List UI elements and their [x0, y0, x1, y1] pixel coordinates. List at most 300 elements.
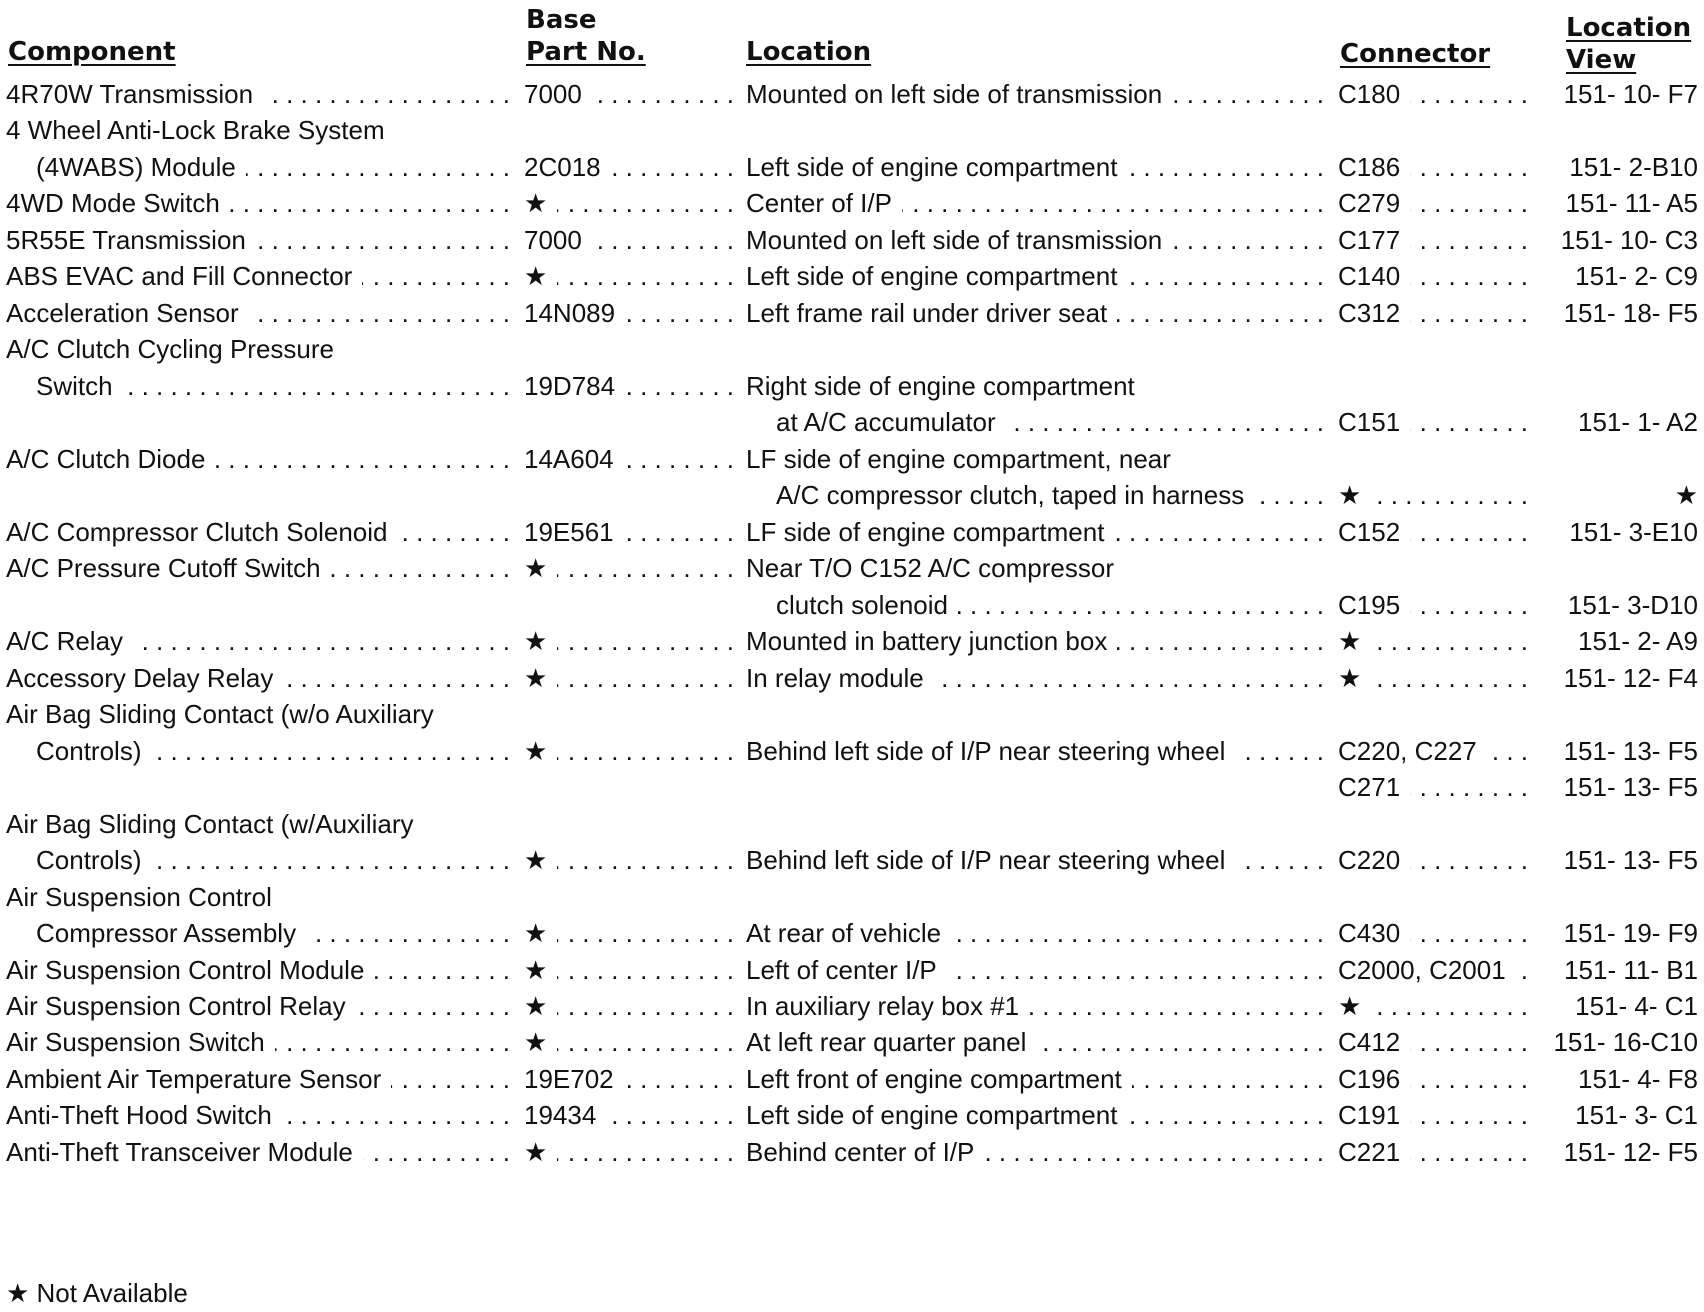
location-view-cell-text: 151- 13- F5	[1563, 772, 1698, 803]
component-cell-text: A/C Clutch Diode	[6, 443, 206, 474]
table-row	[0, 220, 1704, 260]
location-view-cell	[1548, 512, 1698, 552]
connector-cell-text: C220	[1338, 845, 1401, 876]
table-row	[0, 877, 1704, 917]
dot-leader	[1410, 402, 1528, 442]
location-view-cell	[1548, 950, 1698, 990]
location-cell	[746, 256, 1330, 296]
part-no-cell	[524, 658, 740, 698]
location-view-cell	[1548, 1095, 1698, 1135]
table-row	[0, 512, 1704, 552]
component-cell-text: 4 Wheel Anti-Lock Brake System	[6, 115, 385, 146]
location-cell-text: Mounted on left side of transmission	[746, 224, 1163, 255]
dot-leader	[557, 658, 734, 698]
part-no-cell	[524, 731, 740, 771]
part-no-cell-text: 7000	[524, 224, 582, 255]
dot-leader	[275, 1022, 510, 1062]
component-cell	[6, 329, 516, 369]
part-no-cell-text: 19E702	[524, 1063, 614, 1094]
dot-leader	[557, 1022, 734, 1062]
part-no-cell	[524, 256, 740, 296]
part-no-cell-text: ★	[524, 1136, 548, 1167]
location-cell-text: Behind left side of I/P near steering wheel	[746, 845, 1226, 876]
component-cell	[6, 658, 516, 698]
table-row	[0, 986, 1704, 1026]
header-location: Location	[746, 37, 872, 67]
component-cell	[6, 183, 516, 223]
location-cell-text: Left of center I/P	[746, 954, 937, 985]
part-no-cell-text: ★	[524, 261, 548, 292]
dot-leader	[624, 439, 734, 479]
table-row	[0, 585, 1704, 625]
connector-cell	[1338, 1022, 1534, 1062]
table-row	[0, 804, 1704, 844]
dot-leader	[356, 986, 510, 1026]
part-no-cell	[524, 548, 740, 588]
location-cell	[746, 74, 1330, 114]
location-view-cell	[1548, 1022, 1698, 1062]
location-view-cell-text: 151- 3-E10	[1569, 516, 1698, 547]
dot-leader	[1127, 256, 1324, 296]
connector-cell	[1338, 74, 1534, 114]
component-cell	[6, 1095, 516, 1135]
dot-leader	[1117, 293, 1324, 333]
location-view-cell	[1548, 767, 1698, 807]
connector-cell	[1338, 220, 1534, 260]
component-cell	[6, 548, 516, 588]
component-cell-text: A/C Relay	[6, 626, 124, 657]
part-no-cell-text: ★	[524, 845, 548, 876]
location-cell	[746, 913, 1330, 953]
dot-leader	[282, 1095, 510, 1135]
connector-cell	[1338, 840, 1534, 880]
dot-leader	[1117, 621, 1324, 661]
component-cell-text: 5R55E Transmission	[6, 224, 246, 255]
connector-cell-text: C180	[1338, 79, 1401, 109]
dot-leader	[606, 1095, 734, 1135]
location-view-cell	[1548, 147, 1698, 187]
table-row	[0, 256, 1704, 296]
table-row	[0, 621, 1704, 661]
connector-cell-text: C196	[1338, 1063, 1401, 1094]
dot-leader	[249, 293, 510, 333]
part-no-cell-text: ★	[524, 626, 548, 657]
connector-cell	[1338, 585, 1534, 625]
component-cell-text: 4WD Mode Switch	[6, 188, 220, 219]
location-view-cell-text: 151- 18- F5	[1563, 297, 1698, 328]
part-no-cell	[524, 147, 740, 187]
connector-cell	[1338, 621, 1534, 661]
location-view-cell-text: 151- 11- B1	[1564, 954, 1698, 985]
location-cell	[746, 220, 1330, 260]
location-cell-text: In relay module	[746, 662, 924, 693]
location-view-cell-text: 151- 11- A5	[1565, 188, 1698, 219]
dot-leader	[1235, 840, 1324, 880]
location-view-cell-text: 151- 4- F8	[1578, 1063, 1698, 1094]
location-cell	[746, 548, 1330, 588]
connector-cell-text: ★	[1338, 626, 1362, 657]
connector-cell-text: C191	[1338, 1100, 1401, 1131]
location-cell	[746, 1022, 1330, 1062]
dot-leader	[557, 256, 734, 296]
location-cell	[746, 293, 1330, 333]
dot-leader	[624, 512, 734, 552]
dot-leader	[1410, 1022, 1528, 1062]
location-cell-text: At left rear quarter panel	[746, 1027, 1027, 1058]
part-no-cell	[524, 986, 740, 1026]
component-cell	[6, 950, 516, 990]
connector-cell	[1338, 731, 1534, 771]
connector-cell	[1338, 475, 1534, 515]
table-row	[0, 183, 1704, 223]
location-cell-text: Mounted on left side of transmission	[746, 79, 1163, 109]
location-cell	[746, 183, 1330, 223]
table-row	[0, 694, 1704, 734]
location-view-cell-text: 151- 3- C1	[1575, 1100, 1698, 1131]
dot-leader	[391, 1059, 510, 1099]
location-view-cell-text: 151- 2- C9	[1575, 261, 1698, 292]
location-cell	[746, 1059, 1330, 1099]
table-row	[0, 1095, 1704, 1135]
connector-cell-text: C312	[1338, 297, 1401, 328]
component-cell-text: (4WABS) Module	[36, 151, 236, 182]
location-view-cell-text: 151- 10- C3	[1560, 224, 1698, 255]
dot-leader	[362, 256, 510, 296]
dot-leader	[151, 840, 510, 880]
location-view-cell-text: ★	[1674, 480, 1698, 511]
dot-leader	[1410, 840, 1528, 880]
dot-leader	[902, 183, 1324, 223]
part-no-cell-text: ★	[524, 1027, 548, 1058]
component-cell-text: A/C Pressure Cutoff Switch	[6, 553, 321, 584]
component-cell-text: ABS EVAC and Fill Connector	[6, 261, 353, 292]
table-row	[0, 767, 1704, 807]
location-cell	[746, 1095, 1330, 1135]
location-view-cell-text: 151- 2-B10	[1569, 151, 1698, 182]
location-view-cell	[1548, 220, 1698, 260]
part-no-cell-text: 19E561	[524, 516, 614, 547]
dot-leader	[557, 986, 734, 1026]
dot-leader	[557, 913, 734, 953]
location-view-cell	[1548, 731, 1698, 771]
connector-cell	[1338, 293, 1534, 333]
table-row	[0, 147, 1704, 187]
location-view-cell	[1548, 585, 1698, 625]
dot-leader	[230, 183, 510, 223]
table-row	[0, 329, 1704, 369]
part-no-cell-text: 19D784	[524, 370, 616, 401]
dot-leader	[611, 147, 734, 187]
dot-leader	[151, 731, 510, 771]
dot-leader	[263, 74, 510, 114]
location-cell-text: Right side of engine compartment	[746, 370, 1135, 401]
location-cell-text: Left frame rail under driver seat	[746, 297, 1108, 328]
dot-leader	[1410, 1059, 1528, 1099]
dot-leader	[1036, 1022, 1324, 1062]
part-no-cell-text: 7000	[524, 79, 582, 109]
dot-leader	[1235, 731, 1324, 771]
location-view-cell	[1548, 256, 1698, 296]
dot-leader	[1371, 986, 1528, 1026]
dot-leader	[256, 220, 510, 260]
component-cell-text: A/C Compressor Clutch Solenoid	[6, 516, 388, 547]
table-row	[0, 840, 1704, 880]
dot-leader	[1006, 402, 1324, 442]
connector-cell-text: C271	[1338, 772, 1401, 803]
dot-leader	[1410, 1132, 1528, 1172]
component-cell-text: Controls)	[36, 735, 142, 766]
component-cell	[6, 256, 516, 296]
connector-cell-text: C2000, C2001	[1338, 954, 1506, 985]
location-view-cell-text: 151- 1- A2	[1578, 407, 1698, 438]
component-cell-text: Accessory Delay Relay	[6, 662, 274, 693]
dot-leader	[947, 950, 1324, 990]
part-no-cell-text: ★	[524, 188, 548, 219]
connector-cell-text: C430	[1338, 918, 1401, 949]
part-no-cell-text: ★	[524, 954, 548, 985]
part-no-cell-text: 19434	[524, 1100, 597, 1131]
part-no-cell	[524, 913, 740, 953]
component-cell	[36, 147, 516, 187]
connector-cell	[1338, 402, 1534, 442]
table-row	[0, 658, 1704, 698]
component-cell-text: Switch	[36, 370, 113, 401]
location-view-cell	[1548, 74, 1698, 114]
dot-leader	[1410, 767, 1528, 807]
part-no-cell	[524, 1132, 740, 1172]
connector-cell	[1338, 183, 1534, 223]
dot-leader	[246, 147, 510, 187]
location-view-cell-text: 151- 4- C1	[1575, 991, 1698, 1021]
component-cell	[6, 1132, 516, 1172]
location-cell	[776, 402, 1330, 442]
table-row	[0, 1022, 1704, 1062]
part-no-cell-text: ★	[524, 991, 548, 1021]
component-cell	[36, 913, 516, 953]
location-view-cell	[1548, 402, 1698, 442]
connector-cell-text: C151	[1338, 407, 1401, 438]
part-no-cell-text: ★	[524, 553, 548, 584]
dot-leader	[1172, 220, 1324, 260]
component-cell-text: Air Bag Sliding Contact (w/o Auxiliary	[6, 699, 434, 730]
connector-cell	[1338, 256, 1534, 296]
dot-leader	[557, 950, 734, 990]
dot-leader	[215, 439, 510, 479]
component-cell	[6, 293, 516, 333]
location-cell	[746, 731, 1330, 771]
location-cell	[746, 950, 1330, 990]
location-view-cell	[1548, 183, 1698, 223]
connector-cell-text: ★	[1338, 991, 1362, 1021]
component-cell-text: Anti-Theft Transceiver Module	[6, 1136, 353, 1167]
location-view-cell-text: 151- 2- A9	[1578, 626, 1698, 657]
component-cell-text: 4R70W Transmission	[6, 79, 254, 109]
part-no-cell	[524, 1095, 740, 1135]
location-view-cell-text: 151- 19- F9	[1563, 918, 1698, 949]
location-view-cell-text: 151- 12- F4	[1563, 662, 1698, 693]
dot-leader	[123, 366, 510, 406]
dot-leader	[1029, 986, 1324, 1026]
dot-leader	[1254, 475, 1324, 515]
footnote-not-available: ★ Not Available	[6, 1278, 188, 1308]
header-base-part-no: Base Part No.	[526, 5, 646, 67]
dot-leader	[1410, 1095, 1528, 1135]
location-cell-text: Center of I/P	[746, 188, 892, 219]
location-cell-text: Behind left side of I/P near steering wheel	[746, 735, 1226, 766]
location-cell	[746, 658, 1330, 698]
dot-leader	[1410, 585, 1528, 625]
location-cell	[746, 366, 1330, 406]
dot-leader	[1410, 913, 1528, 953]
component-cell	[6, 1059, 516, 1099]
part-no-cell	[524, 1059, 740, 1099]
connector-cell-text: C220, C227	[1338, 735, 1477, 766]
part-no-cell	[524, 950, 740, 990]
location-cell	[776, 475, 1330, 515]
component-cell	[36, 731, 516, 771]
component-cell	[36, 366, 516, 406]
header-component: Component	[8, 37, 176, 67]
part-no-cell	[524, 1022, 740, 1062]
part-no-cell	[524, 439, 740, 479]
dot-leader	[934, 658, 1324, 698]
connector-cell-text: C186	[1338, 151, 1401, 182]
connector-cell	[1338, 1132, 1534, 1172]
dot-leader	[363, 1132, 510, 1172]
component-cell-text: Controls)	[36, 845, 142, 876]
connector-cell	[1338, 767, 1534, 807]
table-row	[0, 913, 1704, 953]
location-view-cell	[1548, 1132, 1698, 1172]
dot-leader	[133, 621, 510, 661]
connector-cell	[1338, 1059, 1534, 1099]
location-cell-text: Left side of engine compartment	[746, 261, 1118, 292]
table-row	[0, 548, 1704, 588]
location-cell-text: Mounted in battery junction box	[746, 626, 1108, 657]
location-cell-text: Left front of engine compartment	[746, 1063, 1122, 1094]
table-row	[0, 110, 1704, 150]
component-cell	[6, 220, 516, 260]
component-cell-text: Air Suspension Switch	[6, 1027, 265, 1058]
dot-leader	[283, 658, 510, 698]
part-no-cell	[524, 74, 740, 114]
connector-cell	[1338, 950, 1534, 990]
connector-cell-text: ★	[1338, 662, 1362, 693]
location-cell-text: A/C compressor clutch, taped in harness	[776, 480, 1245, 511]
dot-leader	[1410, 293, 1528, 333]
dot-leader	[1371, 475, 1528, 515]
location-view-cell	[1548, 840, 1698, 880]
dot-leader	[557, 621, 734, 661]
component-cell	[6, 1022, 516, 1062]
location-cell-text: Behind center of I/P	[746, 1136, 975, 1167]
dot-leader	[557, 731, 734, 771]
table-row	[0, 731, 1704, 771]
header-location-view: Location View	[1566, 13, 1692, 75]
dot-leader	[557, 548, 734, 588]
dot-leader	[1516, 950, 1528, 990]
table-row	[0, 293, 1704, 333]
location-cell	[746, 439, 1330, 479]
part-no-cell-text: 2C018	[524, 151, 601, 182]
location-cell	[746, 512, 1330, 552]
component-cell-text: Compressor Assembly	[36, 918, 297, 949]
location-view-cell	[1548, 1059, 1698, 1099]
connector-cell-text: C412	[1338, 1027, 1401, 1058]
connector-cell	[1338, 658, 1534, 698]
dot-leader	[1410, 256, 1528, 296]
dot-leader	[1127, 147, 1324, 187]
table-row	[0, 366, 1704, 406]
component-cell-text: Ambient Air Temperature Sensor	[6, 1063, 382, 1094]
table-row	[0, 439, 1704, 479]
dot-leader	[951, 913, 1324, 953]
part-no-cell	[524, 293, 740, 333]
location-view-cell	[1548, 913, 1698, 953]
location-cell-text: In auxiliary relay box #1	[746, 991, 1020, 1021]
component-cell	[6, 512, 516, 552]
dot-leader	[1114, 512, 1324, 552]
connector-cell	[1338, 1095, 1534, 1135]
dot-leader	[306, 913, 510, 953]
component-cell	[6, 110, 516, 150]
dot-leader	[625, 293, 734, 333]
location-cell	[746, 147, 1330, 187]
component-cell-text: Air Bag Sliding Contact (w/Auxiliary	[6, 808, 414, 839]
dot-leader	[592, 220, 734, 260]
dot-leader	[1410, 183, 1528, 223]
location-cell	[746, 1132, 1330, 1172]
dot-leader	[624, 1059, 734, 1099]
location-view-cell-text: 151- 10- F7	[1563, 79, 1698, 109]
connector-cell	[1338, 512, 1534, 552]
dot-leader	[958, 585, 1324, 625]
location-cell-text: Left side of engine compartment	[746, 151, 1118, 182]
component-cell	[6, 804, 516, 844]
location-view-cell-text: 151- 16-C10	[1553, 1027, 1698, 1058]
connector-cell-text: C177	[1338, 224, 1401, 255]
location-cell-text: LF side of engine compartment, near	[746, 443, 1171, 474]
location-cell-text: LF side of engine compartment	[746, 516, 1105, 547]
location-cell-text: at A/C accumulator	[776, 407, 996, 438]
connector-cell	[1338, 986, 1534, 1026]
connector-cell	[1338, 147, 1534, 187]
connector-cell-text: C279	[1338, 188, 1401, 219]
dot-leader	[1410, 220, 1528, 260]
component-cell-text: Air Suspension Control Relay	[6, 991, 346, 1021]
location-view-cell-text: 151- 13- F5	[1563, 735, 1698, 766]
dot-leader	[1132, 1059, 1324, 1099]
location-view-cell	[1548, 293, 1698, 333]
location-view-cell	[1548, 475, 1698, 515]
table-row	[0, 475, 1704, 515]
component-cell	[6, 621, 516, 661]
part-no-cell-text: 14A604	[524, 443, 614, 474]
component-cell	[36, 840, 516, 880]
dot-leader	[557, 1132, 734, 1172]
location-cell-text: At rear of vehicle	[746, 918, 942, 949]
location-cell-text: Left side of engine compartment	[746, 1100, 1118, 1131]
location-view-cell-text: 151- 12- F5	[1563, 1136, 1698, 1167]
connector-cell-text: C221	[1338, 1136, 1401, 1167]
dot-leader	[374, 950, 510, 990]
part-no-cell-text: ★	[524, 735, 548, 766]
dot-leader	[592, 74, 734, 114]
connector-cell-text: C195	[1338, 589, 1401, 620]
dot-leader	[331, 548, 510, 588]
part-no-cell	[524, 512, 740, 552]
location-view-cell-text: 151- 13- F5	[1563, 845, 1698, 876]
